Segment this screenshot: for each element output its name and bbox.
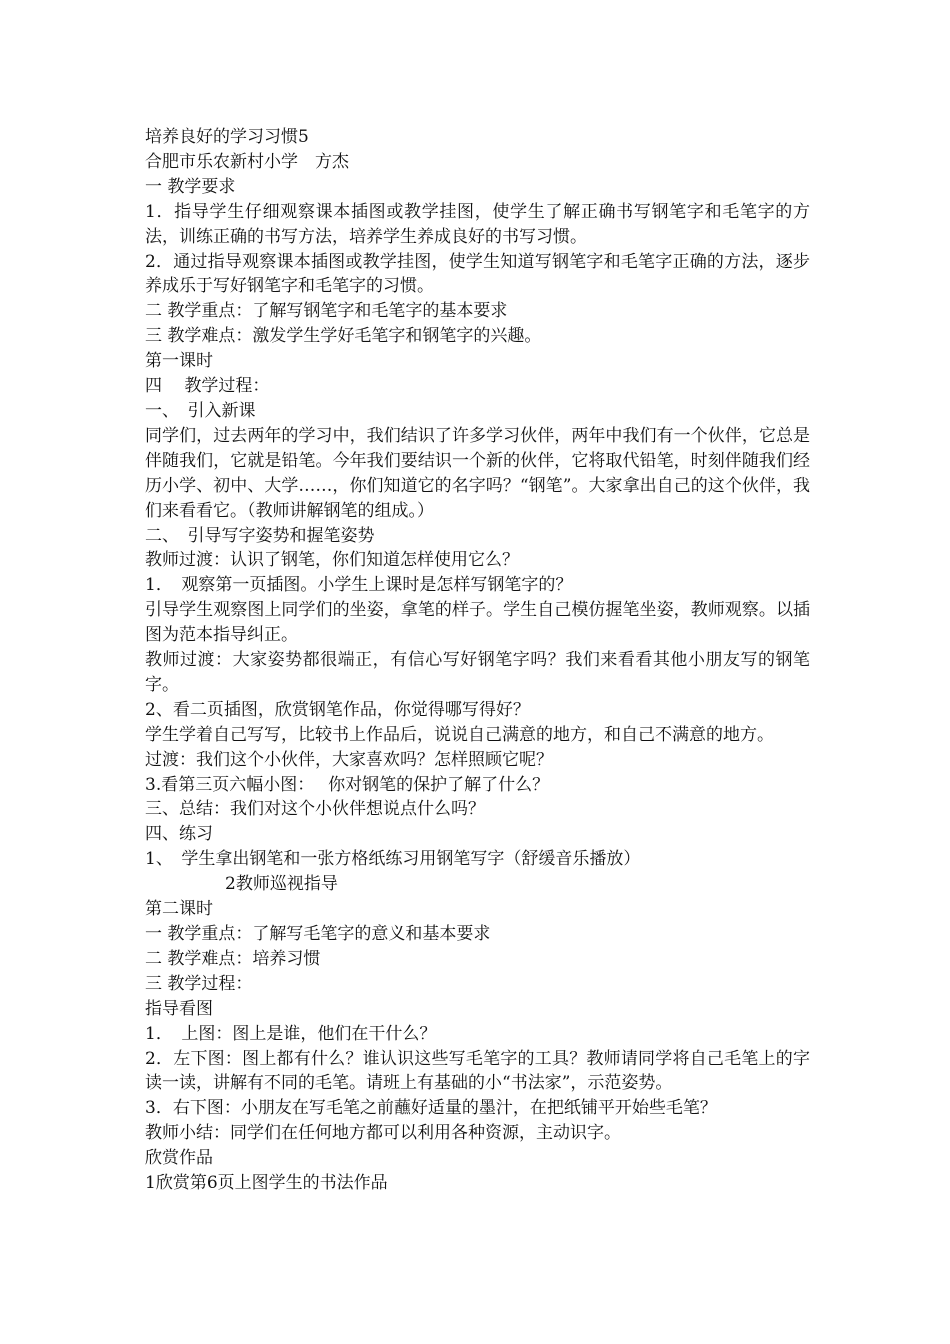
section-heading: 第二课时 bbox=[145, 899, 213, 920]
paragraph: 三 教学难点：激发学生学好毛笔字和钢笔字的兴趣。 bbox=[145, 326, 542, 347]
paragraph: 2、看二页插图，欣赏钢笔作品，你觉得哪写得好？ bbox=[145, 699, 530, 720]
section-heading: 二、 引导写字姿势和握笔姿势 bbox=[145, 525, 375, 546]
section-heading: 一、 引入新课 bbox=[145, 400, 256, 421]
paragraph: 1． 观察第一页插图。小学生上课时是怎样写钢笔字的？ bbox=[145, 575, 573, 596]
document-page bbox=[145, 125, 810, 1196]
paragraph: 同学们，过去两年的学习中，我们结识了许多学习伙伴，两年中我们有一个伙伴，它总是伴随我们，它就是铅笔。今年我们要结识一个新的伙伴，它将取代铅笔，时刻伴随我们经历小学、初中、大学……，你们知道它的名字吗？“钢笔”。大家拿出自己的这个伙伴，我们来看看它。（教师讲解钢笔的组成。） bbox=[145, 425, 810, 521]
paragraph: 三、总结：我们对这个小伙伴想说点什么吗？ bbox=[145, 799, 485, 820]
paragraph: 3．右下图：小朋友在写毛笔之前蘸好适量的墨汁，在把纸铺平开始些毛笔？ bbox=[145, 1098, 717, 1119]
section-heading: 第一课时 bbox=[145, 351, 213, 372]
paragraph: 引导学生观察图上同学们的坐姿，拿笔的样子。学生自己模仿握笔坐姿，教师观察。以插图为范本指导纠正。 bbox=[145, 600, 810, 646]
paragraph: 教师过渡：大家姿势都很端正，有信心写好钢笔字吗？我们来看看其他小朋友写的钢笔字。 bbox=[145, 650, 810, 695]
paragraph: 教师小结：同学们在任何地方都可以利用各种资源，主动识字。 bbox=[145, 1123, 621, 1144]
paragraph: 1欣赏第6页上图学生的书法作品 bbox=[145, 1173, 388, 1194]
paragraph: 1、 学生拿出钢笔和一张方格纸练习用钢笔写字（舒缓音乐播放） bbox=[145, 849, 641, 870]
paragraph: 二 教学重点：了解写钢笔字和毛笔字的基本要求 bbox=[145, 301, 508, 322]
paragraph: 一 教学重点：了解写毛笔字的意义和基本要求 bbox=[145, 924, 491, 944]
paragraph: 二 教学难点：培养习惯 bbox=[145, 948, 321, 969]
section-heading: 指导看图 bbox=[145, 998, 213, 1019]
paragraph: 2教师巡视指导 bbox=[225, 874, 338, 895]
paragraph: 三 教学过程： bbox=[145, 973, 253, 994]
section-heading: 四 教学过程： bbox=[145, 376, 270, 397]
paragraph: 1．指导学生仔细观察课本插图或教学挂图，使学生了解正确书写钢笔字和毛笔字的方法，训练正确的书写方法，培养学生养成良好的书写习惯。 bbox=[145, 201, 810, 247]
paragraph: 1． 上图：图上是谁，他们在干什么？ bbox=[145, 1023, 437, 1044]
document-author: 合肥市乐农新村小学 方杰 bbox=[145, 151, 349, 172]
section-heading: 欣赏作品 bbox=[145, 1148, 213, 1169]
paragraph: 学生学着自己写写，比较书上作品后，说说自己满意的地方，和自己不满意的地方。 bbox=[145, 724, 774, 745]
document-title: 培养良好的学习习惯5 bbox=[145, 127, 309, 147]
paragraph: 2．左下图：图上都有什么？谁认识这些写毛笔字的工具？教师请同学将自己毛笔上的字读一读，讲解有不同的毛笔。请班上有基础的小“书法家”，示范姿势。 bbox=[145, 1048, 810, 1094]
paragraph: 2．通过指导观察课本插图或教学挂图，使学生知道写钢笔字和毛笔字正确的方法，逐步养成乐于写好钢笔字和毛笔字的习惯。 bbox=[145, 251, 810, 297]
section-heading: 四、练习 bbox=[145, 824, 213, 845]
paragraph: 3.看第三页六幅小图： 你对钢笔的保护了解了什么？ bbox=[145, 774, 550, 795]
paragraph: 教师过渡：认识了钢笔，你们知道怎样使用它么？ bbox=[145, 550, 519, 571]
section-heading: 一 教学要求 bbox=[145, 176, 236, 197]
paragraph: 过渡：我们这个小伙伴，大家喜欢吗？怎样照顾它呢？ bbox=[145, 749, 553, 770]
